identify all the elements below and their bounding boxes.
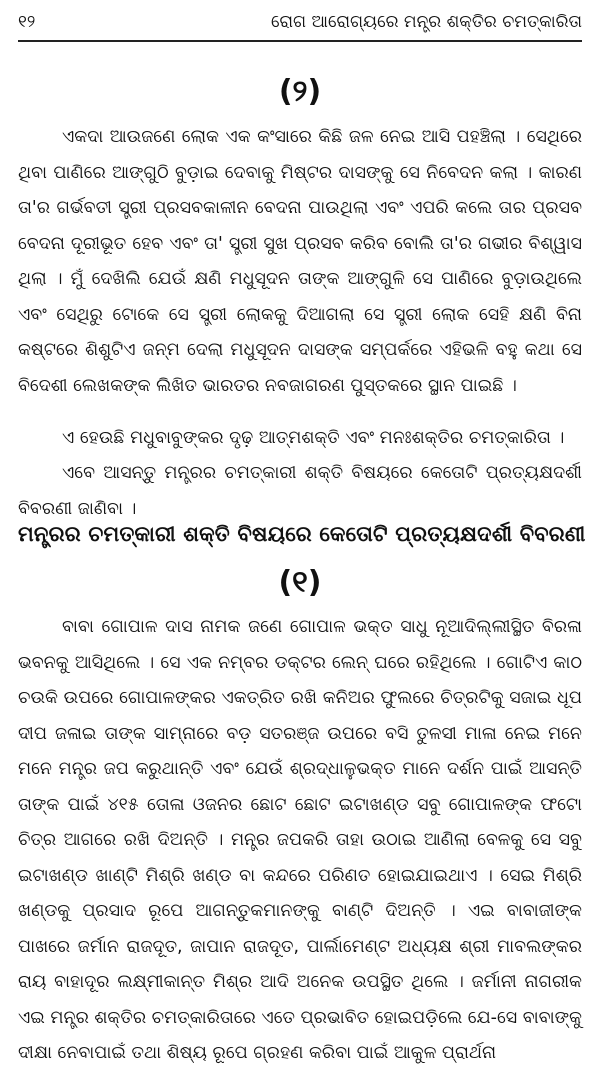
section-number-2: (୧) <box>278 565 322 600</box>
section-number-1: (୨) <box>278 74 322 109</box>
paragraph-1: ଏକଦା ଆଉଜଣେ ଲୋକ ଏକ କଂସାରେ କିଛି ଜଳ ନେଇ ଆସି ପହଞ୍ଚିଲା । ସେଥିରେ ଥିବା ପାଣିରେ ଆଙ୍ଗୁଠି ବୁଡ଼ାଇ ଦେବାକୁ ମିଷ୍ଟର ଦାସଙ୍କୁ ସେ ନିବେଦନ କଲା । କାରଣ ତା'ର ଗର୍ଭବତୀ ସ୍ତ୍ରୀ ପ୍ରସବକାଳୀନ ବେଦନା ପାଉଥିଲା ଏବଂ ଏପରି କଲେ ତାର ପ୍ରସବ ବେଦନା ଦୂରୀଭୂତ ହେବ ଏବଂ ତା' ସ୍ତ୍ରୀ ସୁଖ ପ୍ରସବ କରିବ ବୋଲି ତା'ର ଗଭୀର ବିଶ୍ୱାସ ଥିଲା । ମୁଁ ଦେଖିଲି ଯେଉଁ କ୍ଷଣି ମଧୁସୂଦନ ତାଙ୍କ ଆଙ୍ଗୁଳି ସେ ପାଣିରେ ବୁଡ଼ାଉଥିଲେ ଏବଂ ସେଥିରୁ ଟୋକେ ସେ ସ୍ତ୍ରୀ ଲୋକକୁ ଦିଆଗଲା ସେ ସ୍ତ୍ରୀ ଲୋକ ସେହି କ୍ଷଣି ବିନା କଷ୍ଟରେ ଶିଶୁଟିଏ ଜନ୍ମ ଦେଲା ମଧୁସୂଦନ ଦାସଙ୍କ ସମ୍ପର୍କରେ ଏହିଭଳି ବହୁ କଥା ସେ ବିଦେଶୀ ଲେଖକଙ୍କ ଲିଖିତ ଭାରତର ନବଜାଗରଣ ପୁସ୍ତକରେ ସ୍ଥାନ ପାଇଛି । <box>18 127 582 396</box>
paragraph-2: ଏ ହେଉଛି ମଧୁବାବୁଙ୍କର ଦୃଢ଼ ଆତ୍ମଶକ୍ତି ଏବଂ ମନଃଶକ୍ତିର ଚମତ୍କାରିତା । <box>62 428 565 448</box>
paragraph-4: ବାବା ଗୋପାଳ ଦାସ ନାମକ ଜଣେ ଗୋପାଳ ଭକ୍ତ ସାଧୁ ନୂଆଦିଲ୍ଲୀସ୍ଥିତ ବିରଳା ଭବନକୁ ଆସିଥିଲେ । ସେ ଏକ ନମ୍ବର ଡକ୍ଟର ଲେନ୍ ଘରେ ରହିଥିଲେ । ଗୋଟିଏ କାଠ ଚଉକି ଉପରେ ଗୋପାଳଙ୍କର ଏକତ୍ରିତ ରଖି କନିଅର ଫୁଲରେ ଚିତ୍ରଟିକୁ ସଜାଇ ଧୂପ ଦୀପ ଜଳାଇ ତାଙ୍କ ସାମ୍ନାରେ ବଡ଼ ସତରଞ୍ଜ ଉପରେ ବସି ତୁଳସୀ ମାଳା ନେଇ ମନେ ମନେ ମନ୍ତ୍ର ଜପ କରୁଥାନ୍ତି ଏବଂ ଯେଉଁ ଶ୍ରଦ୍ଧାଳୁଭକ୍ତ ମାନେ ଦର୍ଶନ ପାଇଁ ଆସନ୍ତି ତାଙ୍କ ପାଇଁ ୪୧୫ ତୋଳା ଓଜନର ଛୋଟ ଛୋଟ ଇଟାଖଣ୍ଡ ସବୁ ଗୋପାଳଙ୍କ ଫଟୋ ଚିତ୍ର ଆଗରେ ରଖି ଦିଅନ୍ତି । ମନ୍ତ୍ର ଜପକରି ତାହା ଉଠାଇ ଆଣିଲା ବେଳକୁ ସେ ସବୁ ଇଟାଖଣ୍ଡ ଖାଣ୍ଟି ମିଶ୍ରି ଖଣ୍ଡ ବା କନ୍ଦରେ ପରିଣତ ହୋଇଯାଇଥାଏ । ସେଇ ମିଶ୍ରି ଖଣ୍ଡକୁ ପ୍ରସାଦ ରୂପେ ଆଗନ୍ତୁକମାନଙ୍କୁ ବାଣ୍ଟି ଦିଅନ୍ତି । ଏଇ ବାବାଜୀଙ୍କ ପାଖରେ ଜର୍ମାନ ରାଜଦୂତ, ଜାପାନ ରାଜଦୂତ, ପାର୍ଲାମେଣ୍ଟ ଅଧ୍ୟକ୍ଷ ଶ୍ରୀ ମାବଲଙ୍କର ରାୟ ବାହାଦୂର ଲକ୍ଷ୍ମୀକାନ୍ତ ମିଶ୍ର ଆଦି ଅନେକ ଉପସ୍ଥିତ ଥିଲେ । ଜର୍ମାନୀ ନାଗରୀକ ଏଇ ମନ୍ତ୍ର ଶକ୍ତିର ଚମତ୍କାରିତାରେ ଏତେ ପ୍ରଭାବିତ ହୋଇପଡ଼ିଲେ ଯେ-ସେ ବାବାଙ୍କୁ ଦୀକ୍ଷା ନେବାପାଇଁ ତଥା ଶିଷ୍ୟ ରୂପେ ଗ୍ରହଣ କରିବା ପାଇଁ ଆକୁଳ ପ୍ରାର୍ଥନା <box>18 617 582 1063</box>
page-number: ୧୨ <box>18 12 36 32</box>
page-header <box>18 8 582 36</box>
header-rule <box>18 40 582 42</box>
section-heading: ମନ୍ତ୍ରର ଚମତ୍କାରୀ ଶକ୍ତି ବିଷୟରେ କେତୋଟି ପ୍ରତ୍ୟକ୍ଷଦର୍ଶୀ ବିବରଣୀ <box>18 522 586 546</box>
paragraph-3: ଏବେ ଆସନ୍ତୁ ମନ୍ତ୍ରର ଚମତ୍କାରୀ ଶକ୍ତି ବିଷୟରେ କେତୋଟି ପ୍ରତ୍ୟକ୍ଷଦର୍ଶୀ ବିବରଣୀ ଜାଣିବା । <box>18 463 582 519</box>
running-title: ରୋଗ ଆରୋଗ୍ୟରେ ମନ୍ତ୍ର ଶକ୍ତିର ଚମତ୍କାରିତା <box>271 12 582 32</box>
